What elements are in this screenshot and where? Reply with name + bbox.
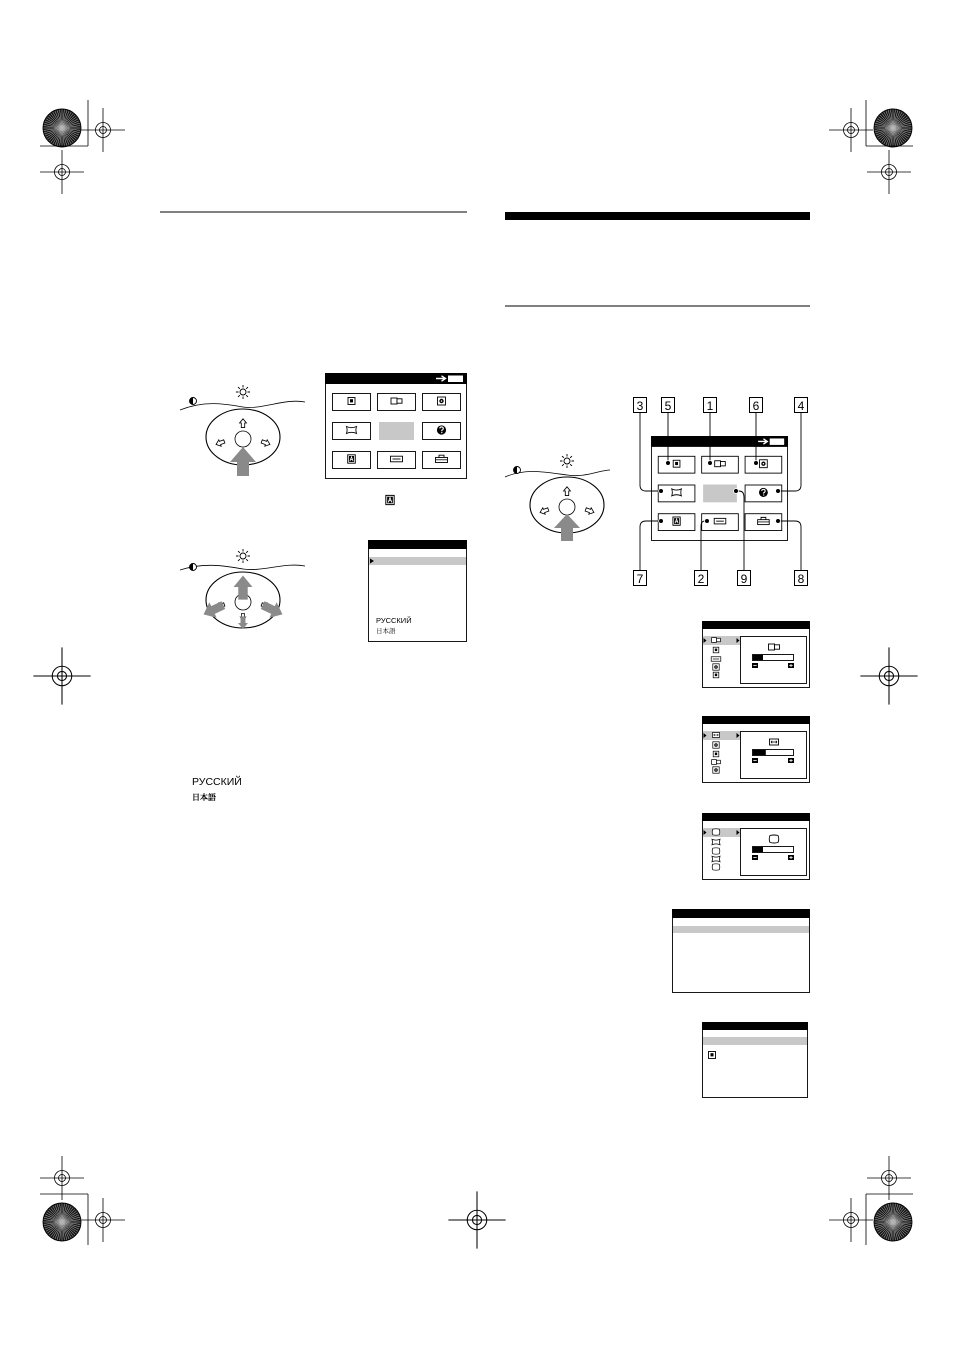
menu-title-bar [368,540,467,549]
exit-box [448,376,463,383]
menu-selected-cell [703,485,737,503]
geometry-icon [712,856,720,862]
menu-button-help [423,423,461,440]
callout-dot [776,519,781,524]
menu-title-bar [702,621,810,629]
pin-icon [712,829,720,835]
minus-icon [752,663,758,668]
callout-number: 1 [706,399,714,413]
geometry-icon [347,427,357,434]
level-fill [753,847,763,852]
pin-icon [712,848,720,854]
picture-icon [713,751,719,757]
crosshair-icon [40,150,84,194]
selected-row [703,1037,807,1045]
menu-button-options [423,452,461,469]
menu-selected-cell [379,422,414,440]
crosshair-icon [40,1156,84,1200]
main-menu-right [651,436,788,540]
horizontal-size-submenu [702,716,810,783]
hsize-icon [770,739,779,745]
crosshair-icon [867,150,911,194]
convergence-icon [391,456,403,462]
callout-number: 2 [697,572,705,586]
size-icon [769,644,780,650]
menu-title-bar [702,716,810,724]
selected-row [703,828,740,837]
crosshair-icon [33,647,90,704]
menu-button-language [658,514,695,531]
callout-number: 3 [636,399,644,413]
center-icon [438,397,446,405]
menu-button-picture [333,394,371,411]
language-option-russian: РУССКИЙ [376,616,412,625]
menu-title-bar [702,813,810,821]
center-icon [713,742,719,748]
list-submenu [672,909,810,993]
menu-button-center [745,456,782,473]
picture-icon [348,398,355,405]
menu-frame [703,1023,808,1098]
contrast-icon [514,467,521,474]
panel-edge-line [180,565,305,570]
size-center-submenu [702,621,810,688]
picture-icon [709,1052,716,1059]
plus-icon [788,663,794,668]
callout-number: 9 [740,572,748,586]
control-button-move-diagram [180,549,305,629]
registration-circle-top-left [43,109,81,147]
callout-number: 8 [797,572,805,586]
menu-button-size [378,394,416,411]
contrast-icon [190,398,197,405]
menu-title-bar [702,1022,808,1030]
selected-row [703,731,740,740]
picture-icon [713,647,719,653]
menu-frame [673,910,810,993]
minus-icon [752,758,758,763]
brightness-icon [560,454,574,468]
geometry-icon [712,839,720,845]
center-icon [760,460,768,468]
menu-button-language [333,452,371,469]
callout-number: 7 [636,572,644,586]
menu-frame [369,541,467,642]
menu-button-convergence [378,452,416,469]
menu-button-picture [658,456,695,473]
menu-button-size [702,456,739,473]
selected-row [369,557,466,565]
geometry-icon [672,489,682,496]
pin-icon [712,864,720,870]
center-icon [713,664,719,670]
callout-dot [659,489,664,494]
picture-icon [713,672,719,678]
hsize-icon [712,733,719,738]
registration-circle-top-right [874,109,912,147]
selected-row [703,636,740,645]
help-icon [437,425,446,434]
registration-circle-bottom-right [874,1203,912,1241]
picture-submenu [702,1022,808,1098]
callout-dot [708,461,713,466]
geometry-submenu [702,813,810,880]
control-button-press-diagram-right [505,454,610,541]
plus-icon [788,855,794,860]
registration-circle-bottom-left [43,1203,81,1241]
language-list-text [192,775,242,802]
language-option-japanese: 日本語 [376,628,396,635]
menu-button-geometry [333,423,371,440]
size-icon [391,398,402,404]
language-japanese: 日本語 [192,793,216,802]
exit-box [770,438,784,444]
language-icon [348,455,356,463]
callout-dot [754,461,759,466]
convergence-icon [714,518,726,524]
level-fill [753,750,766,755]
language-russian: РУССКИЙ [192,776,242,788]
callout-number: 4 [797,399,805,413]
language-icon [386,495,394,504]
minus-icon [752,855,758,860]
callout-dot [705,519,710,524]
menu-button-help [745,485,782,502]
brightness-icon [236,549,250,563]
plus-icon [788,758,794,763]
callout-dot [659,519,664,524]
language-menu [368,540,467,642]
size-icon [712,760,721,765]
menu-button-geometry [658,485,695,502]
callout-dot [734,489,739,494]
crosshair-icon [448,1191,505,1248]
crosshair-icon [867,1156,911,1200]
main-menu-left [325,373,467,479]
pin-icon [769,835,779,843]
callout-dot [666,461,671,466]
size-icon [712,638,721,643]
help-icon [759,488,768,497]
control-button-press-diagram [180,385,305,476]
callout-dot [776,489,781,494]
callout-number: 6 [752,399,760,413]
level-fill [753,655,763,660]
brightness-icon [236,385,250,399]
center-icon [713,767,719,773]
contrast-icon [190,564,197,571]
menu-button-center [423,394,461,411]
language-icon [673,517,680,525]
crosshair-icon [860,647,917,704]
picture-icon [673,460,680,467]
size-icon [715,461,726,467]
selected-row [673,926,809,933]
menu-title-bar [672,909,810,918]
right-section-bar [505,212,810,220]
callout-number: 5 [664,399,672,413]
convergence-icon [711,657,721,661]
